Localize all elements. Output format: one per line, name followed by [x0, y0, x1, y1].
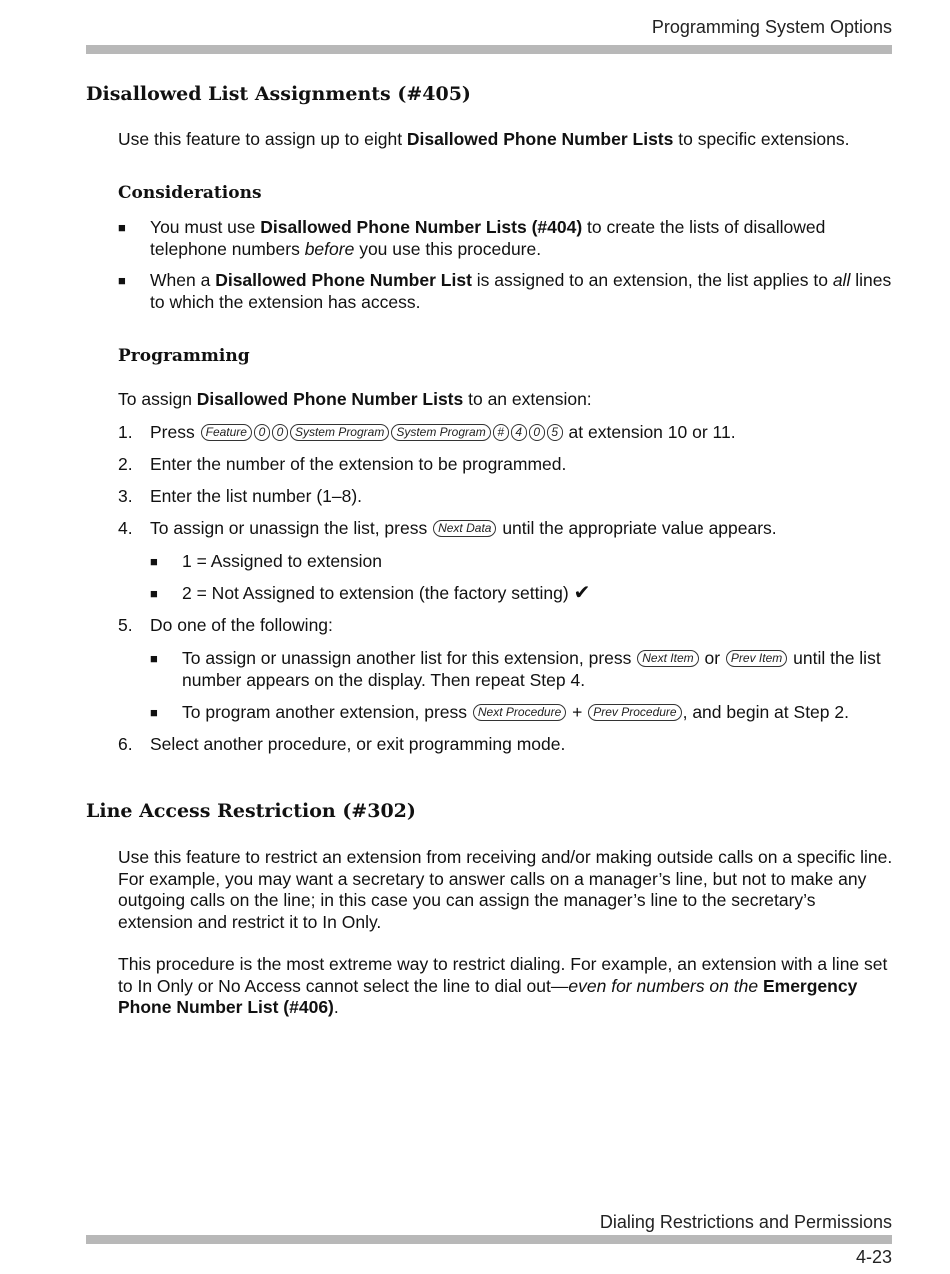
- prev-procedure-key: Prev Procedure: [588, 704, 681, 721]
- consideration-item-2: ■ When a Disallowed Phone Number List is assigned to an extension, the list applies to all lines to which the extension has access.: [118, 270, 892, 312]
- system-program-key: System Program: [391, 424, 490, 441]
- system-program-key: System Program: [290, 424, 389, 441]
- digit-key: 0: [529, 424, 545, 441]
- section1-intro: Use this feature to assign up to eight Disallowed Phone Number Lists to specific extensions.: [118, 129, 850, 149]
- consideration-item-1: ■ You must use Disallowed Phone Number Lists (#404) to create the lists of disallowed telephone numbers before you use this procedure.: [118, 217, 826, 259]
- step4-option-1: ■ 1 = Assigned to extension: [150, 551, 382, 571]
- pound-key: #: [493, 424, 509, 441]
- prev-item-key: Prev Item: [726, 650, 787, 667]
- step5-option-1: ■ To assign or unassign another list for this extension, press Next Item or Prev Item until the list number appears on the display. Then repeat Step 4.: [150, 648, 881, 690]
- bullet-icon: ■: [150, 586, 158, 601]
- step-5: 5. Do one of the following:: [118, 615, 333, 635]
- considerations-heading: Considerations: [118, 183, 262, 203]
- step-4: 4. To assign or unassign the list, press Next Data until the appropriate value appears.: [118, 518, 777, 538]
- next-item-key: Next Item: [637, 650, 698, 667]
- digit-key: 4: [511, 424, 527, 441]
- feature-key: Feature: [201, 424, 252, 441]
- bullet-icon: ■: [150, 705, 158, 720]
- running-footer: Dialing Restrictions and Permissions: [599, 1212, 892, 1232]
- section-title-disallowed-list: Disallowed List Assignments (#405): [86, 83, 471, 105]
- step-3: 3. Enter the list number (1–8).: [118, 486, 363, 506]
- step5-option-2: ■ To program another extension, press Next Procedure + Prev Procedure , and begin at Step 2.: [150, 702, 849, 722]
- section2-para-2: This procedure is the most extreme way to restrict dialing. For example, an extension with a line set to In Only or No Access cannot select the line to dial out—even for numbers on the Emergency Phone Number List (#406).: [118, 954, 888, 1017]
- section-title-line-access: Line Access Restriction (#302): [86, 800, 416, 822]
- programming-heading: Programming: [118, 346, 250, 366]
- page-number: 4-23: [855, 1247, 892, 1267]
- step4-option-2: ■ 2 = Not Assigned to extension (the factory setting) ✔: [150, 582, 591, 604]
- next-data-key: Next Data: [433, 520, 496, 537]
- digit-key: 0: [272, 424, 288, 441]
- programming-intro: To assign Disallowed Phone Number Lists to an extension:: [118, 389, 592, 409]
- step-1: 1. Press Feature 0 0 System Program System Program # 4 0 5 at extension 10 or 11.: [118, 422, 736, 442]
- bullet-icon: ■: [118, 220, 126, 235]
- bullet-icon: ■: [118, 273, 126, 288]
- header-rule: [86, 45, 892, 54]
- step-2: 2. Enter the number of the extension to be programmed.: [118, 454, 567, 474]
- next-procedure-key: Next Procedure: [473, 704, 566, 721]
- digit-key: 5: [547, 424, 563, 441]
- checkmark-icon: ✔: [573, 582, 591, 604]
- bullet-icon: ■: [150, 651, 158, 666]
- bullet-icon: ■: [150, 554, 158, 569]
- section2-para-1: Use this feature to restrict an extension from receiving and/or making outside calls on a specific line. For example, you may want a secretary to answer calls on a manager’s line, but not to make any outgoing calls on the line; in this case you can assign the manager’s line to the secretary’s extension and restrict it to In Only.: [118, 847, 893, 932]
- digit-key: 0: [254, 424, 270, 441]
- running-header: Programming System Options: [651, 17, 892, 37]
- step-6: 6. Select another procedure, or exit programming mode.: [118, 734, 566, 754]
- footer-rule: [86, 1235, 892, 1244]
